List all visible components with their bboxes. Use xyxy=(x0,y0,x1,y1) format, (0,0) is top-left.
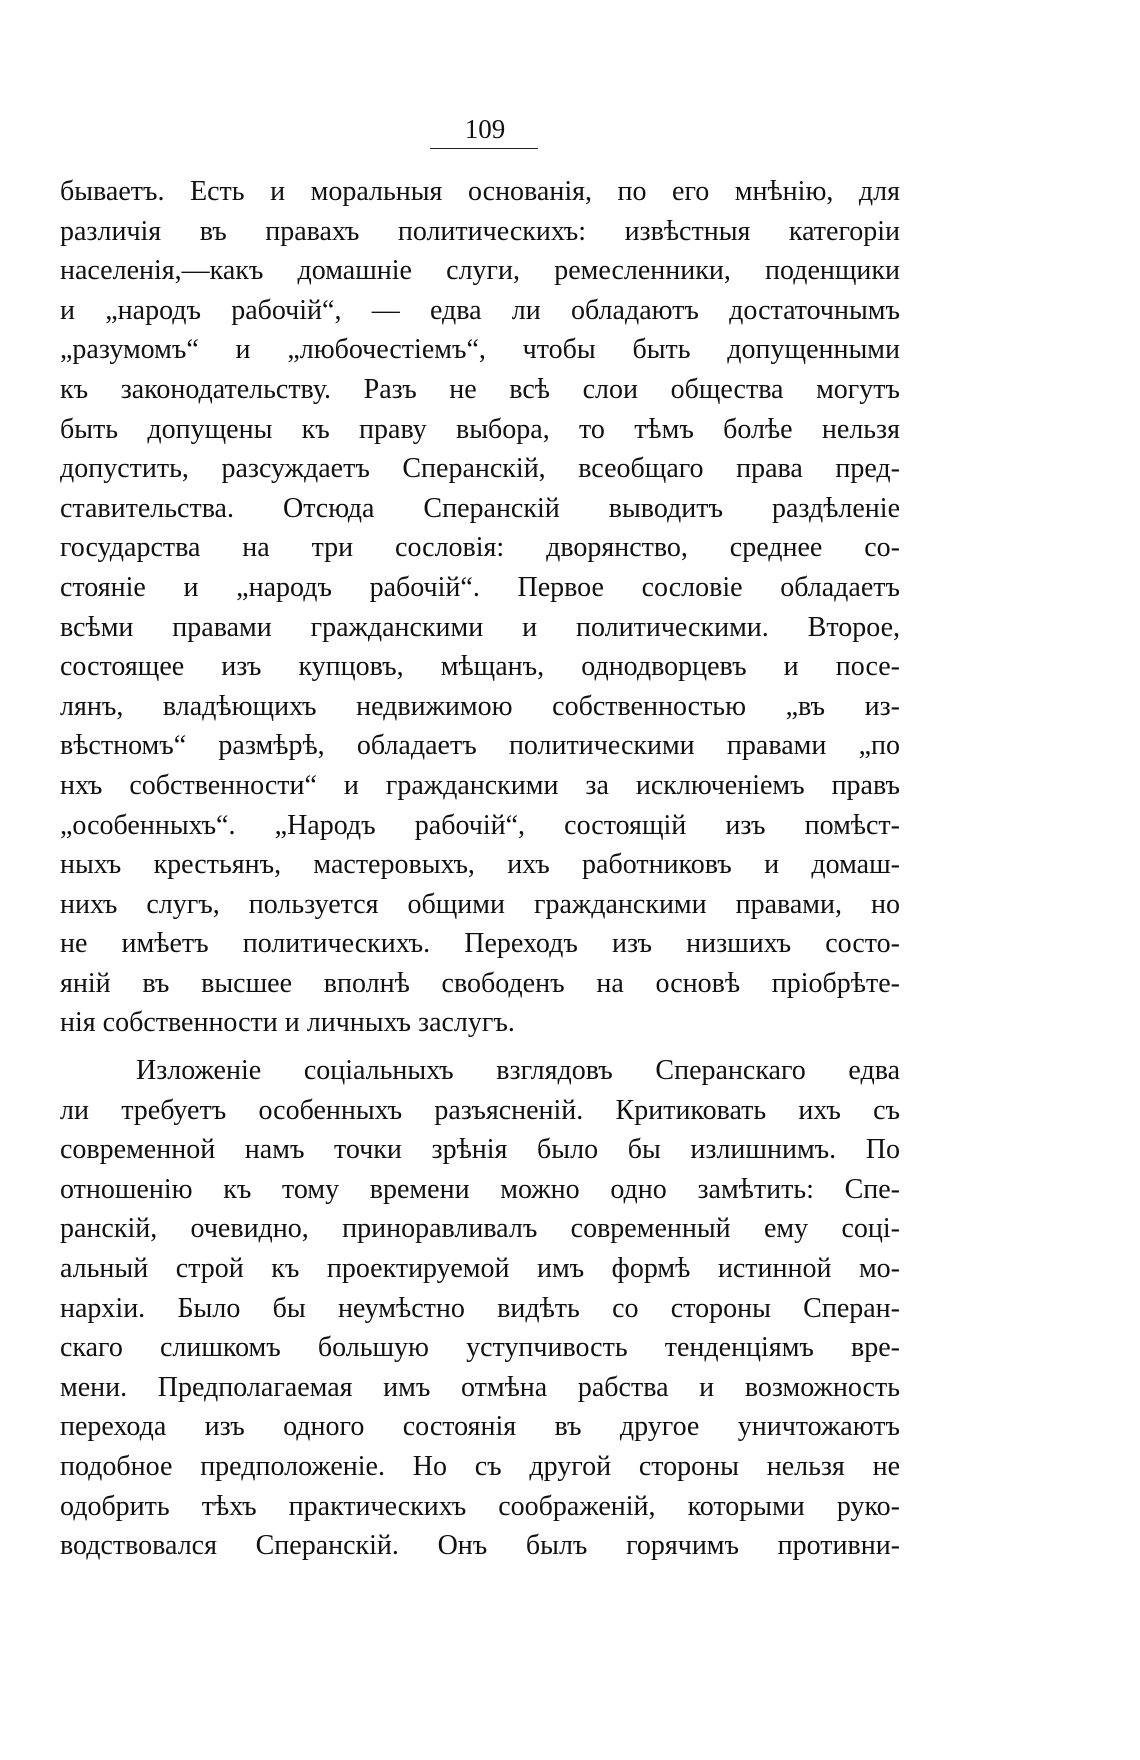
paragraph-1 xyxy=(60,172,900,1043)
text-line: нхъ собственности“ и гражданскими за исключеніемъ правъ xyxy=(60,769,900,801)
paragraph-spacer xyxy=(60,1043,900,1051)
text-line: лянъ, владѣющихъ недвижимою собственностью „въ из- xyxy=(60,690,900,722)
text-line: водствовался Сперанскій. Онъ былъ горячимъ противни- xyxy=(60,1530,900,1562)
text-line: къ законодательству. Разъ не всѣ слои общества могутъ xyxy=(60,373,900,405)
text-line: государства на три сословія: дворянство, среднее со- xyxy=(60,532,900,564)
text-line: вѣстномъ“ размѣрѣ, обладаетъ политическими правами „по xyxy=(60,730,900,762)
body-text xyxy=(60,172,900,1566)
text-line: нія собственности и личныхъ заслугъ. xyxy=(60,1007,515,1039)
text-line: яній въ высшее вполнѣ свободенъ на основѣ пріобрѣте- xyxy=(60,967,900,999)
text-line: допустить, разсуждаетъ Сперанскій, всеобщаго права пред- xyxy=(60,453,900,485)
text-line: быть допущены къ праву выбора, то тѣмъ болѣе нельзя xyxy=(60,413,900,445)
text-line: населенія,—какъ домашніе слуги, ремесленники, поденщики xyxy=(60,255,900,287)
text-line: нихъ слугъ, пользуется общими гражданскими правами, но xyxy=(60,888,900,920)
text-line: „разумомъ“ и „любочестіемъ“, чтобы быть допущенными xyxy=(60,334,900,366)
text-line: мени. Предполагаемая имъ отмѣна рабства и возможность xyxy=(60,1371,900,1403)
text-line: нархіи. Было бы неумѣстно видѣть со стороны Сперан- xyxy=(60,1292,900,1324)
text-line: альный строй къ проектируемой имъ формѣ истинной мо- xyxy=(60,1253,900,1285)
page-number-rule xyxy=(430,148,538,149)
text-line: ли требуетъ особенныхъ разъясненій. Критиковать ихъ съ xyxy=(60,1094,900,1126)
text-line: состоящее изъ купцовъ, мѣщанъ, однодворцевъ и посе- xyxy=(60,651,900,683)
text-line: всѣми правами гражданскими и политическими. Второе, xyxy=(60,611,900,643)
text-line: отношенію къ тому времени можно одно замѣтить: Спе- xyxy=(60,1173,900,1205)
text-line: различія въ правахъ политическихъ: извѣстныя категоріи xyxy=(60,215,900,247)
paragraph-2 xyxy=(60,1051,900,1566)
text-line: бываетъ. Есть и моральныя основанія, по его мнѣнію, для xyxy=(60,176,900,207)
text-line: ставительства. Отсюда Сперанскій выводитъ раздѣленіе xyxy=(60,492,900,524)
text-line: и „народъ рабочій“, — едва ли обладаютъ достаточнымъ xyxy=(60,294,900,326)
text-line: одобрить тѣхъ практическихъ соображеній, которыми руко- xyxy=(60,1490,900,1522)
page-number: 109 xyxy=(464,114,506,144)
text-line: современной намъ точки зрѣнія было бы излишнимъ. По xyxy=(60,1134,900,1166)
text-line: подобное предположеніе. Но съ другой стороны нельзя не xyxy=(60,1451,900,1482)
text-line: перехода изъ одного состоянія въ другое уничтожаютъ xyxy=(60,1411,900,1443)
text-line: скаго слишкомъ большую уступчивость тенденціямъ вре- xyxy=(60,1332,900,1364)
text-line: Изложеніе соціальныхъ взглядовъ Сперанскаго едва xyxy=(136,1055,900,1087)
text-line: не имѣетъ политическихъ. Переходъ изъ низшихъ состо- xyxy=(60,928,900,960)
text-line: „особенныхъ“. „Народъ рабочій“, состоящій изъ помѣст- xyxy=(60,809,900,841)
text-line: ранскій, очевидно, приноравливалъ современный ему соці- xyxy=(60,1213,900,1245)
text-line: ныхъ крестьянъ, мастеровыхъ, ихъ работниковъ и домаш- xyxy=(60,849,900,881)
text-line: стояніе и „народъ рабочій“. Первое сословіе обладаетъ xyxy=(60,571,900,603)
